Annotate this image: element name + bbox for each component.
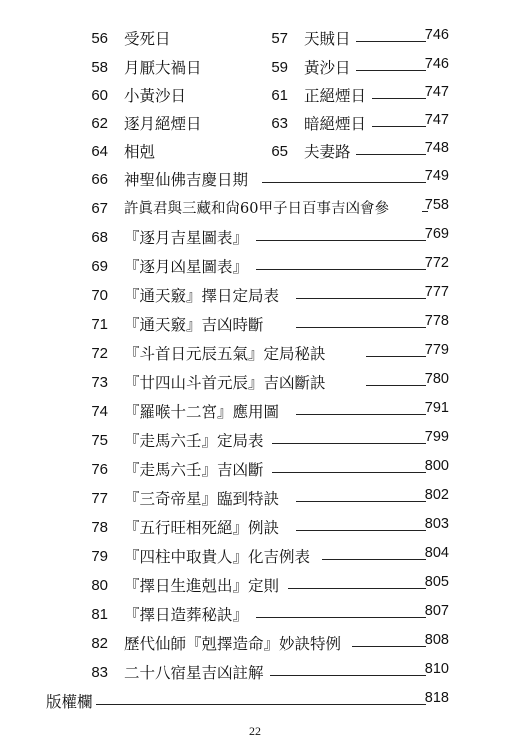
- toc-page: 800: [424, 458, 449, 474]
- toc-number: 67: [91, 200, 108, 217]
- toc-title: 夫妻路: [304, 143, 351, 161]
- toc-page: 758: [424, 197, 449, 213]
- toc-row: [0, 166, 510, 194]
- toc-title: 許眞君與三藏和尙60甲子日百事吉凶會參: [124, 201, 389, 217]
- toc-row: [0, 195, 510, 223]
- toc-page: 810: [424, 661, 449, 677]
- toc-row: [0, 253, 510, 281]
- toc-title: 『羅喉十二宮』應用圖: [124, 403, 280, 421]
- toc-number: 81: [91, 606, 108, 623]
- toc-title: 天賊日: [304, 30, 351, 48]
- toc-number: 73: [91, 374, 108, 391]
- toc-page: 747: [424, 84, 449, 100]
- toc-row: [0, 427, 510, 455]
- toc-number: 64: [91, 143, 108, 160]
- toc-title: 『四柱中取貴人』化吉例表: [124, 548, 311, 566]
- toc-page: 747: [424, 112, 449, 128]
- toc-row: [0, 311, 510, 339]
- toc-title: 『通天竅』吉凶時斷: [124, 316, 264, 334]
- toc-row: [0, 630, 510, 658]
- toc-title: 受死日: [124, 30, 171, 48]
- toc-page: 818: [424, 690, 449, 706]
- toc-number: 83: [91, 664, 108, 681]
- toc-page: 778: [424, 313, 449, 329]
- toc-number: 66: [91, 171, 108, 188]
- toc-number: 61: [271, 87, 288, 104]
- toc-title: 『逐月凶星圖表』: [124, 258, 249, 276]
- leader-line: [272, 443, 426, 444]
- leader-line: [256, 269, 426, 270]
- leader-line: [256, 240, 426, 241]
- toc-number: 76: [91, 461, 108, 478]
- toc-pair-row: [0, 25, 510, 53]
- toc-title: 神聖仙佛吉慶日期: [124, 171, 249, 189]
- page-number: 22: [249, 724, 261, 738]
- toc-number: 58: [91, 59, 108, 76]
- leader-line: [272, 472, 426, 473]
- toc-row: [0, 485, 510, 513]
- toc-number: 60: [91, 87, 108, 104]
- toc-row: [0, 340, 510, 368]
- toc-title: 黃沙日: [304, 59, 351, 77]
- toc-number: 57: [271, 30, 288, 47]
- toc-title: 『擇日造葬秘訣』: [124, 606, 249, 624]
- toc-title: 月厭大禍日: [124, 59, 202, 77]
- toc-page: 808: [424, 632, 449, 648]
- toc-page: 803: [424, 516, 449, 532]
- toc-number: 65: [271, 143, 288, 160]
- toc-title: 二十八宿星吉凶註解: [124, 664, 264, 682]
- toc-title: 相剋: [124, 143, 156, 161]
- toc-row: [0, 398, 510, 426]
- toc-row: [0, 369, 510, 397]
- toc-number: 78: [91, 519, 108, 536]
- toc-row: [0, 659, 510, 687]
- toc-page: 804: [424, 545, 449, 561]
- toc-page: 769: [424, 226, 449, 242]
- toc-title: 暗絕煙日: [304, 115, 367, 133]
- toc-title: 逐月絕煙日: [124, 115, 202, 133]
- leader-line: [288, 588, 426, 589]
- toc-number: 68: [91, 229, 108, 246]
- toc-title: 『五行旺相死絕』例訣: [124, 519, 280, 537]
- toc-page: 777: [424, 284, 449, 300]
- toc-row: [0, 456, 510, 484]
- toc-row: [0, 543, 510, 571]
- toc-title: 『逐月吉星圖表』: [124, 229, 249, 247]
- toc-number: 63: [271, 115, 288, 132]
- toc-number: 56: [91, 30, 108, 47]
- toc-title: 小黃沙日: [124, 87, 187, 105]
- toc-title: 『擇日生進剋出』定則: [124, 577, 280, 595]
- toc-title: 『三奇帝星』臨到特訣: [124, 490, 280, 508]
- toc-number: 82: [91, 635, 108, 652]
- toc-number: 77: [91, 490, 108, 507]
- leader-line: [270, 675, 426, 676]
- toc-number: 75: [91, 432, 108, 449]
- toc-title: 『廿四山斗首元辰』吉凶斷訣: [124, 374, 326, 392]
- leader-line: [262, 182, 426, 183]
- leader-line: [96, 704, 426, 705]
- toc-page: 780: [424, 371, 449, 387]
- toc-title: 『走馬六壬』吉凶斷: [124, 461, 264, 479]
- toc-page: 779: [424, 342, 449, 358]
- toc-page: 807: [424, 603, 449, 619]
- toc-number: 62: [91, 115, 108, 132]
- toc-number: 80: [91, 577, 108, 594]
- toc-page: 749: [424, 168, 449, 184]
- toc-final-row: [0, 688, 510, 716]
- toc-page: 791: [424, 400, 449, 416]
- toc-row: [0, 514, 510, 542]
- toc-title: 正絕煙日: [304, 87, 367, 105]
- toc-page: 746: [424, 56, 449, 72]
- toc-title: 『斗首日元辰五氣』定局秘訣: [124, 345, 326, 363]
- toc-number: 69: [91, 258, 108, 275]
- toc-number: 70: [91, 287, 108, 304]
- toc-number: 59: [271, 59, 288, 76]
- toc-row: [0, 282, 510, 310]
- toc-number: 74: [91, 403, 108, 420]
- toc-title: 『通天竅』擇日定局表: [124, 287, 280, 305]
- toc-page: 748: [424, 140, 449, 156]
- leader-line: [256, 617, 426, 618]
- toc-number: 72: [91, 345, 108, 362]
- toc-title: 版權欄: [46, 693, 93, 711]
- toc-page: 799: [424, 429, 449, 445]
- toc-page: 802: [424, 487, 449, 503]
- toc-number: 79: [91, 548, 108, 565]
- toc-row: [0, 224, 510, 252]
- toc-number: 71: [91, 316, 108, 333]
- toc-title: 『走馬六壬』定局表: [124, 432, 264, 450]
- toc-page: 746: [424, 27, 449, 43]
- toc-row: [0, 572, 510, 600]
- toc-title: 歷代仙師『剋擇造命』妙訣特例: [124, 635, 342, 653]
- toc-row: [0, 601, 510, 629]
- toc-page: 772: [424, 255, 449, 271]
- toc-page: 805: [424, 574, 449, 590]
